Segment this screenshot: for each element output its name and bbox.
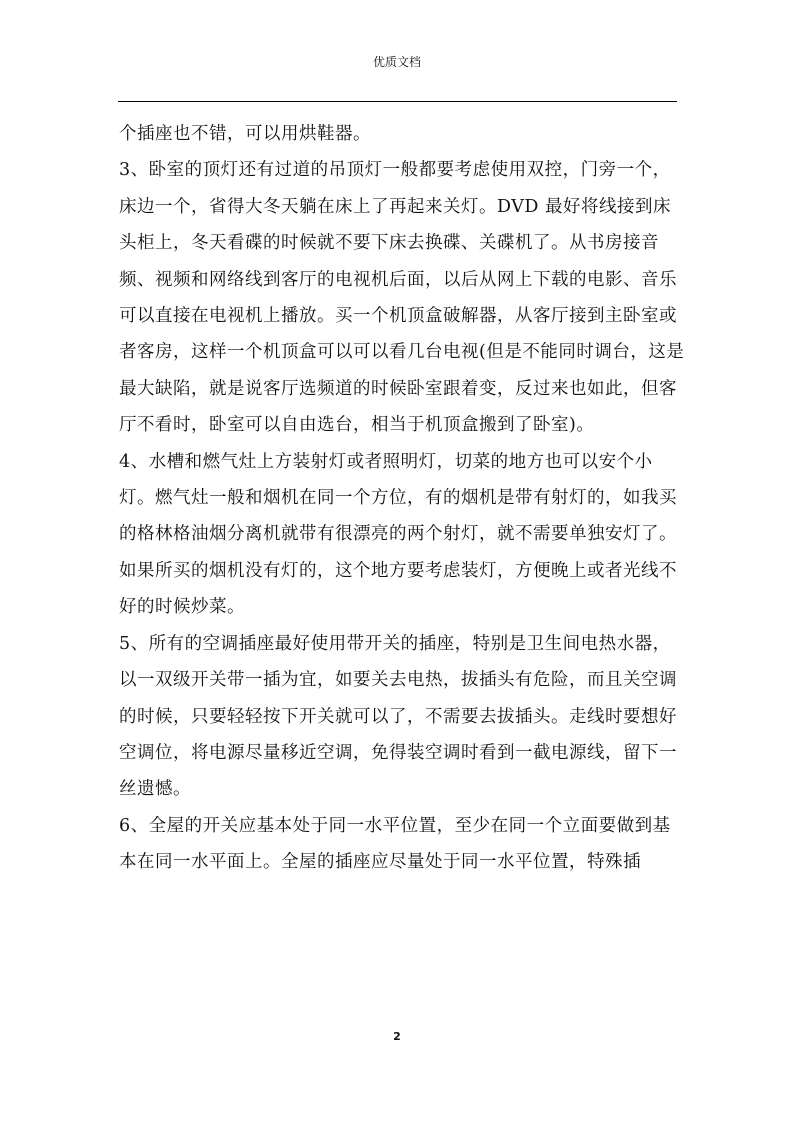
paragraph-item-4: 4、水槽和燃气灶上方装射灯或者照明灯，切菜的地方也可以安个小灯。燃气灶一般和烟机在同一个方位，有的烟机是带有射灯的，如我买的格林格油烟分离机就带有很漂亮的两个射灯，就不需要单独安灯了。如果所买的烟机没有灯的，这个地方要考虑装灯，方便晚上或者光线不好的时候炒菜。 [119, 451, 677, 618]
paragraph-item-3: 3、卧室的顶灯还有过道的吊顶灯一般都要考虑使用双控，门旁一个，床边一个，省得大冬天躺在床上了再起来关灯。DVD 最好将线接到床头柜上，冬天看碟的时候就不要下床去换碟、关碟机了。从书房接音频、视频和网络线到客厅的电视机后面，以后从网上下载的电影、音乐可以直接在电视机上播放。买一个机顶盒破解器，从客厅接到主卧室或者客房，这样一个机顶盒可以可以看几台电视(但是不能同时调台，这是最大缺陷，就是说客厅选频道的时候卧室跟着变，反过来也如此，但客厅不看时，卧室可以自由选台，相当于机顶盒搬到了卧室)。 [119, 160, 685, 436]
header-divider [118, 101, 677, 102]
paragraph-continuation: 个插座也不错，可以用烘鞋器。 [119, 124, 371, 144]
page-header-title: 优质文档 [372, 55, 421, 69]
document-body [119, 116, 685, 881]
paragraph-item-5: 5、所有的空调插座最好使用带开关的插座，特别是卫生间电热水器，以一双级开关带一插为宜，如要关去电热，拔插头有危险，而且关空调的时候，只要轻轻按下开关就可以了，不需要去拔插头。走线时要想好空调位，将电源尽量移近空调，免得装空调时看到一截电源线，留下一丝遗憾。 [119, 633, 677, 800]
page-number: 2 [393, 1030, 401, 1043]
paragraph-item-6: 6、全屋的开关应基本处于同一水平位置，至少在同一个立面要做到基本在同一水平面上。全屋的插座应尽量处于同一水平位置，特殊插 [119, 815, 671, 873]
